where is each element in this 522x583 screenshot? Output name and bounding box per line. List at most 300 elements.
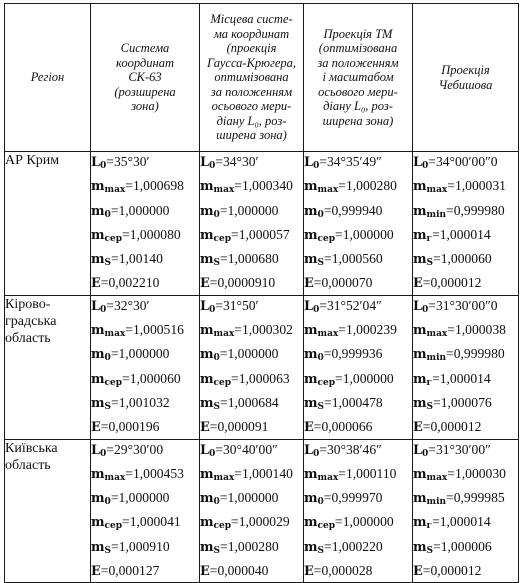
equals-sign: = bbox=[209, 419, 218, 435]
parameter-symbol: m bbox=[91, 491, 105, 507]
parameter-subscript: S bbox=[104, 545, 112, 556]
parameter-line bbox=[200, 512, 303, 536]
parameter-value: 0,000012 bbox=[430, 275, 482, 291]
parameter-line bbox=[413, 296, 518, 320]
parameter-symbol: E bbox=[304, 564, 314, 580]
parameter-subscript: max bbox=[317, 329, 339, 340]
parameter-value: 0,000196 bbox=[108, 419, 160, 435]
parameter-symbol: L bbox=[304, 298, 313, 314]
equals-sign: = bbox=[433, 538, 441, 554]
equals-sign: = bbox=[100, 419, 109, 435]
parameter-symbol: m bbox=[91, 539, 105, 555]
equals-sign: = bbox=[110, 346, 119, 362]
parameter-subscript: 0 bbox=[104, 209, 111, 220]
equals-sign: = bbox=[215, 441, 223, 457]
parameter-line bbox=[91, 176, 199, 200]
parameter-subscript: сер bbox=[104, 377, 123, 388]
parameter-symbol: m bbox=[200, 203, 214, 219]
parameter-symbol: m bbox=[91, 371, 105, 387]
parameter-value: 34°00′00″0 bbox=[435, 154, 498, 169]
parameter-line bbox=[413, 561, 518, 582]
parameter-symbol: m bbox=[304, 515, 318, 531]
parameter-symbol: m bbox=[200, 491, 214, 507]
parameter-line bbox=[304, 152, 412, 176]
parameter-value: 31°30′00″0 bbox=[435, 297, 498, 313]
parameter-subscript: S bbox=[317, 545, 325, 556]
parameter-cell bbox=[91, 439, 200, 583]
parameter-subscript: S bbox=[104, 258, 112, 269]
table-header bbox=[5, 4, 519, 152]
parameter-subscript: max bbox=[104, 329, 126, 340]
parameter-symbol: m bbox=[304, 371, 318, 387]
parameter-line bbox=[200, 561, 303, 582]
parameter-value: 0,000012 bbox=[430, 419, 482, 435]
parameter-line bbox=[200, 488, 303, 512]
parameter-subscript: min bbox=[426, 497, 447, 508]
parameter-symbol: m bbox=[413, 539, 427, 555]
parameter-line bbox=[91, 201, 199, 225]
parameter-subscript: min bbox=[426, 353, 447, 364]
parameter-value: 0,000066 bbox=[321, 419, 373, 435]
equals-sign: = bbox=[313, 275, 322, 291]
region-name: АР Крим bbox=[5, 152, 91, 296]
parameter-symbol: m bbox=[91, 515, 105, 531]
parameter-symbol: m bbox=[413, 371, 427, 387]
equals-sign: = bbox=[338, 178, 346, 194]
parameter-symbol: m bbox=[413, 395, 427, 411]
parameter-value: 1,000302 bbox=[241, 322, 293, 338]
parameter-subscript: 0 bbox=[422, 448, 429, 459]
parameter-symbol: E bbox=[304, 420, 314, 436]
parameter-subscript: S bbox=[426, 545, 434, 556]
parameter-symbol: m bbox=[91, 252, 105, 268]
parameter-subscript: сер bbox=[317, 377, 336, 388]
header-tm-projection: Проекція ТМ (оптимізована за положенням і масштабом осьового мери- діану L₀, роз- ширена зона) bbox=[304, 4, 413, 152]
equals-sign: = bbox=[234, 178, 242, 194]
equals-sign: = bbox=[335, 226, 343, 242]
parameter-value: 0,999980 bbox=[453, 346, 505, 362]
parameter-symbol: E bbox=[200, 276, 210, 292]
equals-sign: = bbox=[319, 441, 327, 457]
parameter-value: 1,000684 bbox=[227, 394, 279, 410]
parameter-line bbox=[304, 225, 412, 249]
parameter-line bbox=[91, 296, 199, 320]
parameter-symbol: m bbox=[304, 491, 318, 507]
parameter-subscript: max bbox=[317, 472, 339, 483]
equals-sign: = bbox=[106, 154, 114, 169]
header-sk63: Система координат СК-63 (розширена зона) bbox=[91, 4, 200, 152]
parameter-symbol: E bbox=[304, 276, 314, 292]
parameter-subscript: S bbox=[104, 401, 112, 412]
parameter-subscript: max bbox=[104, 185, 126, 196]
equals-sign: = bbox=[422, 563, 431, 579]
parameter-value: 1,000029 bbox=[238, 514, 290, 530]
parameter-cell bbox=[91, 295, 200, 439]
equals-sign: = bbox=[234, 465, 242, 481]
parameter-line bbox=[413, 440, 518, 464]
parameter-value: 1,000000 bbox=[342, 226, 394, 242]
equals-sign: = bbox=[446, 346, 454, 362]
parameter-line bbox=[413, 176, 518, 200]
parameter-value: 0,999940 bbox=[331, 202, 383, 218]
parameter-symbol: E bbox=[91, 420, 101, 436]
parameter-line bbox=[304, 201, 412, 225]
parameter-symbol: m bbox=[304, 252, 318, 268]
equals-sign: = bbox=[111, 251, 119, 267]
parameter-subscript: 0 bbox=[100, 161, 107, 171]
parameter-line bbox=[413, 273, 518, 294]
parameter-symbol: E bbox=[91, 564, 101, 580]
parameter-value: 1,000698 bbox=[132, 178, 184, 194]
parameter-line bbox=[91, 464, 199, 488]
header-local-system: Місцева систе- ма координат (проекція Гаусса-Крюгера, оптимізована за положенням осьового мери- діану L₀, роз- ширена зона) bbox=[200, 4, 304, 152]
table-row bbox=[5, 295, 519, 439]
parameter-symbol: m bbox=[304, 466, 318, 482]
parameter-value: 0,0000910 bbox=[217, 275, 276, 291]
parameter-value: 1,000057 bbox=[238, 226, 290, 242]
parameter-value: 1,000030 bbox=[454, 465, 506, 481]
parameter-value: 1,000000 bbox=[342, 370, 394, 386]
header-row bbox=[5, 4, 519, 152]
parameter-cell bbox=[304, 295, 413, 439]
equals-sign: = bbox=[323, 490, 332, 506]
parameter-subscript: max bbox=[213, 472, 235, 483]
parameter-symbol: m bbox=[200, 515, 214, 531]
parameter-line bbox=[91, 488, 199, 512]
parameter-symbol: m bbox=[413, 227, 427, 243]
parameter-line bbox=[413, 152, 518, 176]
parameter-cell bbox=[304, 439, 413, 583]
parameter-cell bbox=[413, 152, 519, 296]
parameter-line bbox=[91, 152, 199, 176]
parameter-value: 0,000070 bbox=[321, 275, 373, 291]
parameter-subscript: max bbox=[317, 185, 339, 196]
parameter-subscript: 0 bbox=[209, 304, 216, 315]
parameter-subscript: 0 bbox=[209, 448, 216, 459]
parameter-value: 1,000006 bbox=[440, 538, 492, 554]
equals-sign: = bbox=[100, 275, 109, 291]
parameter-line bbox=[304, 296, 412, 320]
region-name: Кірово- градська область bbox=[5, 295, 91, 439]
parameter-value: 1,000239 bbox=[345, 322, 397, 338]
parameter-cell bbox=[304, 152, 413, 296]
parameter-symbol: m bbox=[91, 466, 105, 482]
parameter-cell bbox=[91, 152, 200, 296]
parameter-subscript: сер bbox=[213, 377, 232, 388]
equals-sign: = bbox=[231, 226, 239, 242]
parameter-value: 31°52′04″ bbox=[326, 297, 382, 313]
parameter-subscript: 0 bbox=[209, 161, 216, 171]
parameter-line bbox=[200, 393, 303, 417]
equals-sign: = bbox=[219, 490, 228, 506]
equals-sign: = bbox=[215, 297, 223, 313]
parameter-symbol: E bbox=[413, 420, 423, 436]
parameter-subscript: г bbox=[426, 377, 433, 388]
parameter-symbol: m bbox=[200, 227, 214, 243]
parameter-symbol: m bbox=[413, 347, 427, 363]
parameter-line bbox=[91, 320, 199, 344]
parameter-subscript: 0 bbox=[422, 161, 429, 171]
parameter-value: 1,000516 bbox=[132, 322, 184, 338]
parameter-symbol: m bbox=[200, 179, 214, 195]
parameter-symbol: m bbox=[413, 323, 427, 339]
parameter-line bbox=[91, 512, 199, 536]
parameter-line bbox=[304, 512, 412, 536]
parameter-subscript: 0 bbox=[104, 353, 111, 364]
parameter-symbol: m bbox=[304, 323, 318, 339]
table-row bbox=[5, 152, 519, 296]
parameter-value: 1,000000 bbox=[118, 490, 170, 506]
equals-sign: = bbox=[219, 202, 228, 218]
parameter-cell bbox=[200, 152, 304, 296]
parameter-subscript: max bbox=[213, 185, 235, 196]
parameter-line bbox=[91, 225, 199, 249]
parameter-value: 0,000040 bbox=[217, 563, 269, 579]
parameter-value: 1,000453 bbox=[132, 465, 184, 481]
parameter-line bbox=[304, 393, 412, 417]
parameter-value: 1,000076 bbox=[440, 394, 492, 410]
parameter-value: 1,000038 bbox=[454, 322, 506, 338]
parameter-subscript: 0 bbox=[313, 448, 320, 459]
equals-sign: = bbox=[100, 563, 109, 579]
parameter-subscript: 0 bbox=[104, 497, 111, 508]
equals-sign: = bbox=[338, 322, 346, 338]
parameter-subscript: сер bbox=[104, 233, 123, 244]
parameter-line bbox=[200, 176, 303, 200]
region-name: Київська область bbox=[5, 439, 91, 583]
parameter-line bbox=[304, 537, 412, 561]
parameter-subscript: сер bbox=[317, 521, 336, 532]
parameter-line bbox=[304, 440, 412, 464]
parameter-subscript: S bbox=[426, 401, 434, 412]
equals-sign: = bbox=[432, 370, 440, 386]
parameter-value: 1,000000 bbox=[227, 346, 279, 362]
parameter-value: 1,000340 bbox=[241, 178, 293, 194]
parameter-subscript: 0 bbox=[100, 448, 107, 459]
equals-sign: = bbox=[215, 154, 223, 169]
parameter-value: 0,999985 bbox=[453, 490, 505, 506]
parameter-value: 1,000560 bbox=[331, 251, 383, 267]
parameter-line bbox=[304, 273, 412, 294]
parameter-line bbox=[413, 249, 518, 273]
parameter-symbol: L bbox=[413, 298, 422, 314]
parameter-symbol: m bbox=[413, 203, 427, 219]
parameter-value: 1,000280 bbox=[345, 178, 397, 194]
equals-sign: = bbox=[323, 202, 332, 218]
parameter-line bbox=[200, 225, 303, 249]
parameter-value: 1,000060 bbox=[440, 251, 492, 267]
parameter-subscript: 0 bbox=[213, 497, 220, 508]
equals-sign: = bbox=[231, 514, 239, 530]
parameter-value: 0,000012 bbox=[430, 563, 482, 579]
parameter-value: 1,000014 bbox=[439, 226, 491, 242]
parameter-value: 29°30′00 bbox=[113, 441, 164, 457]
equals-sign: = bbox=[422, 419, 431, 435]
equals-sign: = bbox=[122, 514, 130, 530]
parameter-value: 34°30′ bbox=[222, 154, 259, 169]
parameter-value: 1,000063 bbox=[238, 370, 290, 386]
parameter-symbol: m bbox=[200, 347, 214, 363]
header-region: Регіон bbox=[5, 4, 91, 152]
parameter-subscript: S bbox=[317, 258, 325, 269]
parameter-symbol: m bbox=[413, 179, 427, 195]
equals-sign: = bbox=[231, 370, 239, 386]
equals-sign: = bbox=[338, 465, 346, 481]
parameter-value: 1,00140 bbox=[118, 251, 163, 267]
table-row bbox=[5, 439, 519, 583]
parameter-line bbox=[304, 561, 412, 582]
parameter-symbol: m bbox=[91, 395, 105, 411]
parameter-subscript: max bbox=[426, 185, 448, 196]
parameter-line bbox=[304, 488, 412, 512]
parameter-line bbox=[413, 201, 518, 225]
parameter-cell bbox=[413, 439, 519, 583]
parameter-line bbox=[91, 393, 199, 417]
parameter-value: 1,000000 bbox=[227, 202, 279, 218]
equals-sign: = bbox=[219, 346, 228, 362]
parameter-symbol: E bbox=[413, 564, 423, 580]
parameter-value: 0,999980 bbox=[453, 202, 505, 218]
equals-sign: = bbox=[122, 226, 130, 242]
parameter-value: 1,000000 bbox=[118, 346, 170, 362]
parameter-line bbox=[200, 320, 303, 344]
equals-sign: = bbox=[111, 538, 119, 554]
parameter-subscript: max bbox=[213, 329, 235, 340]
parameter-symbol: m bbox=[413, 466, 427, 482]
parameter-line bbox=[91, 369, 199, 393]
parameter-subscript: max bbox=[426, 472, 448, 483]
equals-sign: = bbox=[324, 394, 332, 410]
parameter-line bbox=[200, 369, 303, 393]
parameter-symbol: m bbox=[200, 323, 214, 339]
parameter-subscript: S bbox=[213, 401, 221, 412]
parameter-value: 1,000280 bbox=[227, 538, 279, 554]
parameter-line bbox=[304, 417, 412, 438]
parameter-value: 1,000014 bbox=[439, 514, 491, 530]
parameter-line bbox=[200, 537, 303, 561]
equals-sign: = bbox=[428, 441, 436, 457]
parameter-line bbox=[413, 320, 518, 344]
equals-sign: = bbox=[446, 490, 454, 506]
parameter-line bbox=[304, 176, 412, 200]
equals-sign: = bbox=[432, 226, 440, 242]
equals-sign: = bbox=[125, 465, 133, 481]
parameter-line bbox=[413, 369, 518, 393]
parameter-line bbox=[304, 369, 412, 393]
parameter-line bbox=[91, 561, 199, 582]
parameter-symbol: E bbox=[200, 564, 210, 580]
parameter-symbol: L bbox=[304, 442, 313, 458]
parameter-subscript: 0 bbox=[213, 209, 220, 220]
parameter-value: 0,000127 bbox=[108, 563, 160, 579]
parameter-line bbox=[200, 273, 303, 294]
parameter-value: 1,000680 bbox=[227, 251, 279, 267]
equals-sign: = bbox=[106, 297, 114, 313]
parameter-line bbox=[304, 320, 412, 344]
projection-comparison-table bbox=[4, 3, 519, 583]
parameter-value: 1,000478 bbox=[331, 394, 383, 410]
parameter-subscript: 0 bbox=[317, 209, 324, 220]
parameter-symbol: m bbox=[413, 515, 427, 531]
parameter-line bbox=[91, 417, 199, 438]
parameter-symbol: m bbox=[304, 179, 318, 195]
parameter-symbol: m bbox=[200, 466, 214, 482]
equals-sign: = bbox=[433, 251, 441, 267]
parameter-line bbox=[413, 488, 518, 512]
equals-sign: = bbox=[313, 419, 322, 435]
parameter-line bbox=[304, 249, 412, 273]
parameter-line bbox=[200, 440, 303, 464]
parameter-subscript: 0 bbox=[313, 161, 320, 171]
parameter-value: 1,000000 bbox=[342, 514, 394, 530]
parameter-symbol: m bbox=[304, 347, 318, 363]
parameter-subscript: сер bbox=[317, 233, 336, 244]
parameter-subscript: max bbox=[426, 329, 448, 340]
equals-sign: = bbox=[313, 563, 322, 579]
parameter-line bbox=[200, 201, 303, 225]
parameter-value: 1,000080 bbox=[129, 226, 181, 242]
parameter-subscript: г bbox=[426, 521, 433, 532]
equals-sign: = bbox=[111, 394, 119, 410]
parameter-value: 0,000028 bbox=[321, 563, 373, 579]
equals-sign: = bbox=[447, 322, 455, 338]
parameter-subscript: S bbox=[317, 401, 325, 412]
equals-sign: = bbox=[220, 538, 228, 554]
parameter-value: 0,002210 bbox=[108, 275, 160, 291]
parameter-line bbox=[413, 344, 518, 368]
parameter-symbol: L bbox=[413, 442, 422, 458]
parameter-subscript: S bbox=[213, 258, 221, 269]
parameter-symbol: m bbox=[200, 252, 214, 268]
parameter-symbol: L bbox=[413, 155, 422, 170]
parameter-line bbox=[200, 249, 303, 273]
parameter-symbol: L bbox=[91, 155, 100, 170]
parameter-value: 31°50′ bbox=[222, 297, 259, 313]
parameter-value: 35°30′ bbox=[113, 154, 150, 169]
parameter-line bbox=[200, 417, 303, 438]
parameter-value: 1,000000 bbox=[227, 490, 279, 506]
equals-sign: = bbox=[335, 514, 343, 530]
parameter-symbol: m bbox=[304, 227, 318, 243]
parameter-symbol: E bbox=[413, 276, 423, 292]
parameter-subscript: S bbox=[426, 258, 434, 269]
parameter-subscript: 0 bbox=[100, 304, 107, 315]
parameter-subscript: сер bbox=[213, 521, 232, 532]
parameter-value: 1,000060 bbox=[129, 370, 181, 386]
equals-sign: = bbox=[110, 202, 119, 218]
equals-sign: = bbox=[110, 490, 119, 506]
parameter-line bbox=[91, 249, 199, 273]
parameter-line bbox=[413, 417, 518, 438]
parameter-line bbox=[413, 537, 518, 561]
equals-sign: = bbox=[234, 322, 242, 338]
equals-sign: = bbox=[447, 178, 455, 194]
parameter-symbol: E bbox=[200, 420, 210, 436]
parameter-line bbox=[413, 393, 518, 417]
parameter-symbol: m bbox=[200, 395, 214, 411]
parameter-symbol: L bbox=[91, 298, 100, 314]
parameter-value: 0,999936 bbox=[331, 346, 383, 362]
parameter-line bbox=[413, 225, 518, 249]
parameter-symbol: m bbox=[413, 252, 427, 268]
equals-sign: = bbox=[125, 178, 133, 194]
parameter-symbol: m bbox=[91, 203, 105, 219]
parameter-subscript: min bbox=[426, 209, 447, 220]
parameter-value: 1,000140 bbox=[241, 465, 293, 481]
equals-sign: = bbox=[323, 346, 332, 362]
parameter-value: 34°35′49″ bbox=[326, 154, 382, 169]
parameter-subscript: 0 bbox=[317, 353, 324, 364]
